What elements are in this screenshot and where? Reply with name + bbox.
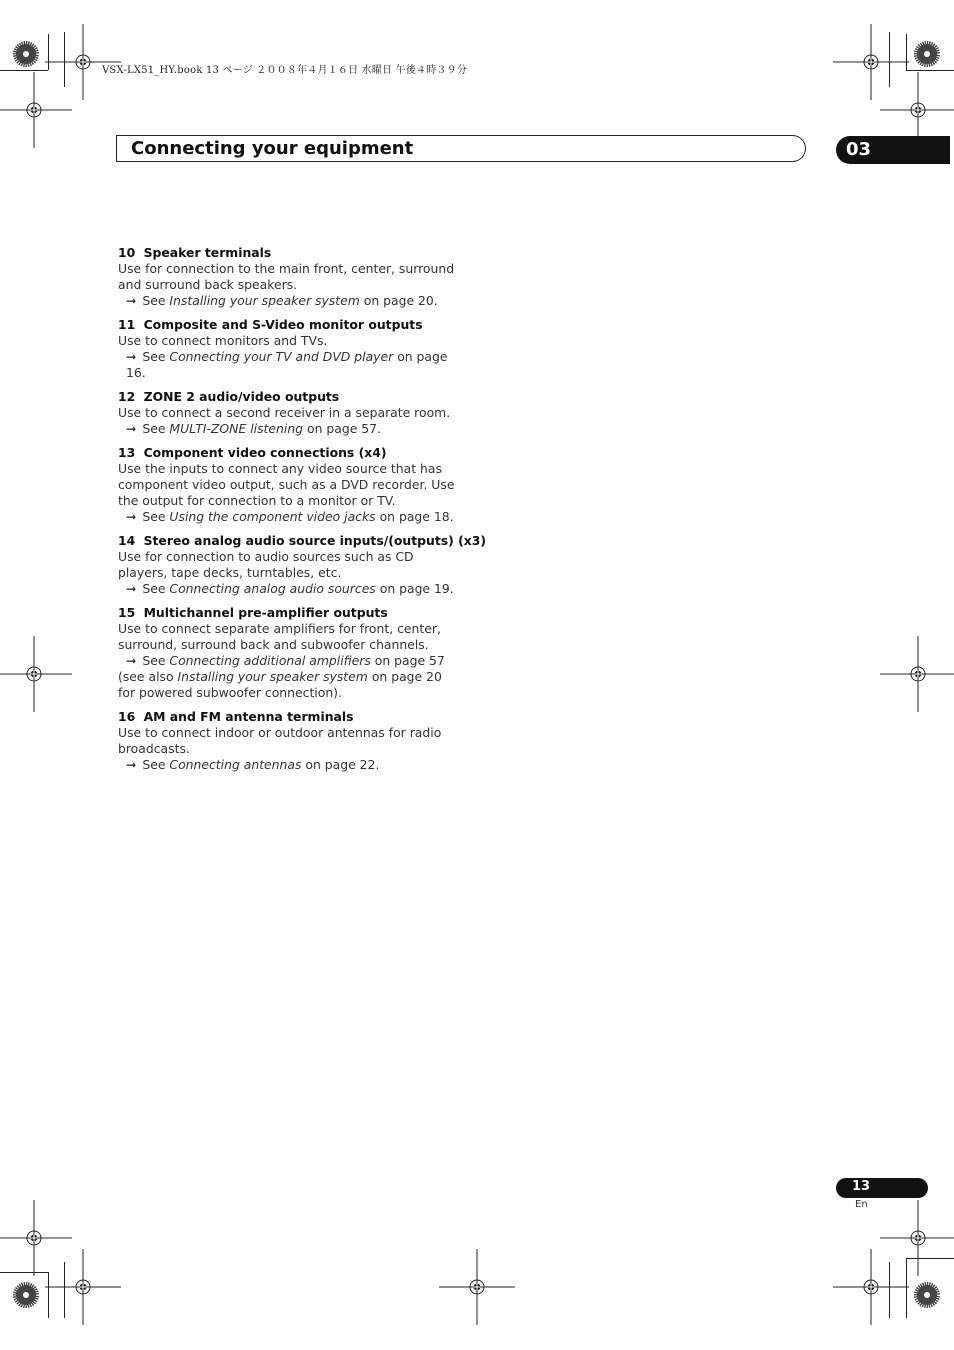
registration-target-icon bbox=[439, 1249, 515, 1325]
item-heading bbox=[118, 605, 458, 621]
item-number: 10 bbox=[118, 245, 136, 260]
starburst-icon bbox=[13, 1282, 39, 1308]
page-number-tab bbox=[836, 1178, 928, 1198]
list-item bbox=[118, 533, 487, 597]
item-heading bbox=[118, 709, 458, 725]
item-number: 11 bbox=[118, 317, 136, 332]
item-number: 15 bbox=[118, 605, 136, 620]
item-heading bbox=[118, 533, 487, 549]
registration-target-icon bbox=[880, 1200, 954, 1276]
registration-target-icon bbox=[0, 636, 72, 712]
cross-reference: ➞ See Connecting additional amplifiers on page 57 (see also Installing your speaker system on page 20 for powered subwoofer connection). bbox=[118, 653, 445, 700]
item-number: 16 bbox=[118, 709, 136, 724]
item-title: AM and FM antenna terminals bbox=[143, 709, 354, 724]
registration-target-icon bbox=[833, 1249, 909, 1325]
book-file-info: VSX-LX51_HY.book 13 ページ ２００８年４月１６日 水曜日 午後４時３９分 bbox=[102, 65, 468, 76]
registration-target-icon bbox=[0, 1200, 72, 1276]
reference-title: Connecting additional amplifiers bbox=[169, 653, 371, 668]
item-description: Use to connect a second receiver in a separate room. bbox=[118, 405, 451, 420]
item-title: Composite and S-Video monitor outputs bbox=[143, 317, 423, 332]
item-description: Use to connect monitors and TVs. bbox=[118, 333, 328, 348]
item-title: Stereo analog audio source inputs/(outputs) (x3) bbox=[143, 533, 487, 548]
reference-title: Installing your speaker system bbox=[169, 293, 360, 308]
item-heading bbox=[118, 389, 458, 405]
page-language: En bbox=[855, 1199, 868, 1210]
registration-target-icon bbox=[833, 24, 909, 100]
cross-reference: ➞ See Connecting antennas on page 22. bbox=[126, 757, 380, 772]
arrow-right-icon: ➞ bbox=[126, 653, 137, 668]
page-number: 13 bbox=[852, 1179, 871, 1194]
cross-reference: ➞ See MULTI-ZONE listening on page 57. bbox=[126, 421, 381, 436]
arrow-right-icon: ➞ bbox=[126, 293, 137, 308]
item-number: 14 bbox=[118, 533, 136, 548]
item-heading bbox=[118, 445, 458, 461]
item-number: 12 bbox=[118, 389, 136, 404]
reference-title: Installing your speaker system bbox=[177, 669, 368, 684]
item-title: Multichannel pre-amplifier outputs bbox=[143, 605, 388, 620]
arrow-right-icon: ➞ bbox=[126, 421, 137, 436]
cross-reference: ➞ See Installing your speaker system on page 20. bbox=[126, 293, 438, 308]
registration-target-icon bbox=[0, 72, 72, 148]
item-number: 13 bbox=[118, 445, 136, 460]
reference-title: Connecting antennas bbox=[169, 757, 302, 772]
starburst-icon bbox=[13, 41, 39, 67]
starburst-icon bbox=[914, 41, 940, 67]
registration-target-icon bbox=[880, 636, 954, 712]
arrow-right-icon: ➞ bbox=[126, 349, 137, 364]
registration-target-icon bbox=[45, 1249, 121, 1325]
cross-reference: ➞ See Using the component video jacks on page 18. bbox=[126, 509, 454, 524]
item-heading bbox=[118, 245, 458, 261]
item-description: Use the inputs to connect any video source that has component video output, such as a DVD recorder. Use the output for connection to a monitor or TV. bbox=[118, 461, 455, 508]
chapter-title: Connecting your equipment bbox=[131, 138, 414, 159]
list-item bbox=[118, 389, 458, 437]
list-item bbox=[118, 317, 458, 381]
chapter-tab bbox=[836, 136, 950, 164]
reference-title: Using the component video jacks bbox=[169, 509, 376, 524]
arrow-right-icon: ➞ bbox=[126, 581, 137, 596]
cross-reference: ➞ See Connecting your TV and DVD player on page 16. bbox=[126, 349, 448, 380]
item-title: ZONE 2 audio/video outputs bbox=[143, 389, 340, 404]
item-description: Use for connection to audio sources such as CD players, tape decks, turntables, etc. bbox=[118, 549, 414, 580]
list-item bbox=[118, 245, 458, 309]
reference-title: Connecting analog audio sources bbox=[169, 581, 376, 596]
arrow-right-icon: ➞ bbox=[126, 757, 137, 772]
item-title: Component video connections (x4) bbox=[143, 445, 387, 460]
chapter-header-bar bbox=[116, 135, 806, 162]
reference-title: MULTI-ZONE listening bbox=[169, 421, 304, 436]
list-item bbox=[118, 445, 458, 525]
cross-reference: ➞ See Connecting analog audio sources on page 19. bbox=[126, 581, 454, 596]
list-item bbox=[118, 605, 458, 701]
item-title: Speaker terminals bbox=[143, 245, 272, 260]
item-description: Use to connect indoor or outdoor antennas for radio broadcasts. bbox=[118, 725, 442, 756]
chapter-number: 03 bbox=[846, 139, 872, 160]
reference-title: Connecting your TV and DVD player bbox=[169, 349, 394, 364]
item-heading bbox=[118, 317, 458, 333]
item-description: Use for connection to the main front, center, surround and surround back speakers. bbox=[118, 261, 455, 292]
terminal-descriptions bbox=[118, 245, 487, 781]
item-description: Use to connect separate amplifiers for front, center, surround, surround back and subwoofer channels. bbox=[118, 621, 441, 652]
list-item bbox=[118, 709, 458, 773]
starburst-icon bbox=[914, 1282, 940, 1308]
arrow-right-icon: ➞ bbox=[126, 509, 137, 524]
